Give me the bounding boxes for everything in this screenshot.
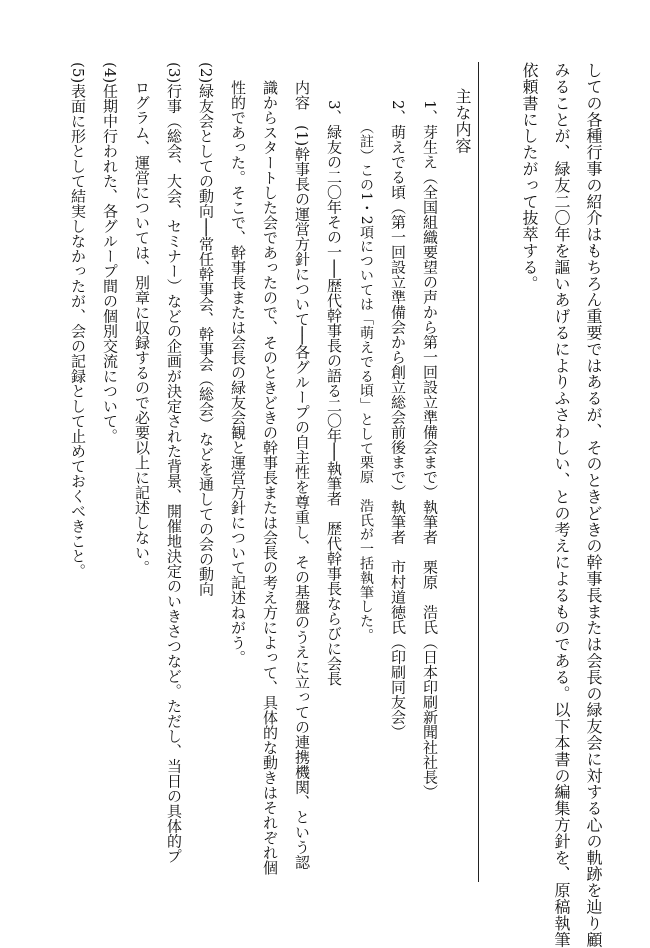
point-3-line-1: (3)行事（総会、大会、セミナー）などの企画が決定された背景、開催地決定のいきさつなど。ただし、当日の具体的プ — [165, 62, 183, 864]
point-4: (4)任期中行われた、各グループ間の個別交流について。 — [101, 62, 119, 444]
contents-item-3: 3、緑友の二〇年その一──歴代幹事長の語る二〇年──執筆者 歴代幹事長ならびに会長 — [325, 100, 343, 686]
intro-line-1: しての各種行事の紹介はもちろん重要ではあるが、そのときどきの幹事長または会長の緑友会に対する心の軌跡を辿り顧 — [584, 62, 603, 948]
naiyou-line-2: 識からスタートした会であったので、そのときどきの幹事長または会長の考え方によって、具体的な動きはそれぞれ個 — [261, 80, 279, 875]
point-3-line-2: ログラム、運営については、別章に収録するので必要以上に記述しない。 — [133, 80, 151, 575]
contents-item-1: 1、芽生え（全国組織要望の声から第一回設立準備会まで）執筆者 栗原 浩氏（日本印刷新聞社社長） — [421, 100, 439, 800]
naiyou-line-3: 性的であった。そこで、幹事長または会長の緑友会観と運営方針について記述ねがう。 — [229, 80, 247, 665]
section-divider — [478, 62, 479, 882]
point-2: (2)緑友会としての動向──常任幹事会、幹事会（総会）などを通しての会の動向 — [197, 62, 215, 597]
contents-heading: 主な内容 — [453, 88, 472, 154]
intro-line-2: みることが、緑友二〇年を謳いあげるによりふさわしい、との考えによるものである。以下本書の編集方針を、原稿執筆 — [552, 62, 571, 948]
contents-note: （註）この1・2項については「萌えでる頃」として栗原 浩氏が一括執筆した。 — [358, 120, 374, 643]
point-5: (5)表面に形として結実しなかったが、会の記録として止めておくべきこと。 — [69, 62, 87, 579]
intro-line-3: 依頼書にしたがって抜萃する。 — [520, 62, 539, 292]
contents-item-2: 2、萌えでる頃（第一回設立準備会から創立総会前後まで）執筆者 市村道徳氏（印刷同友会） — [389, 100, 407, 740]
naiyou-line-1: 内容 (1)幹事長の運営方針について──各グループの自主性を尊重し、その基盤のうえに立っての連携機関、という認 — [293, 80, 311, 870]
